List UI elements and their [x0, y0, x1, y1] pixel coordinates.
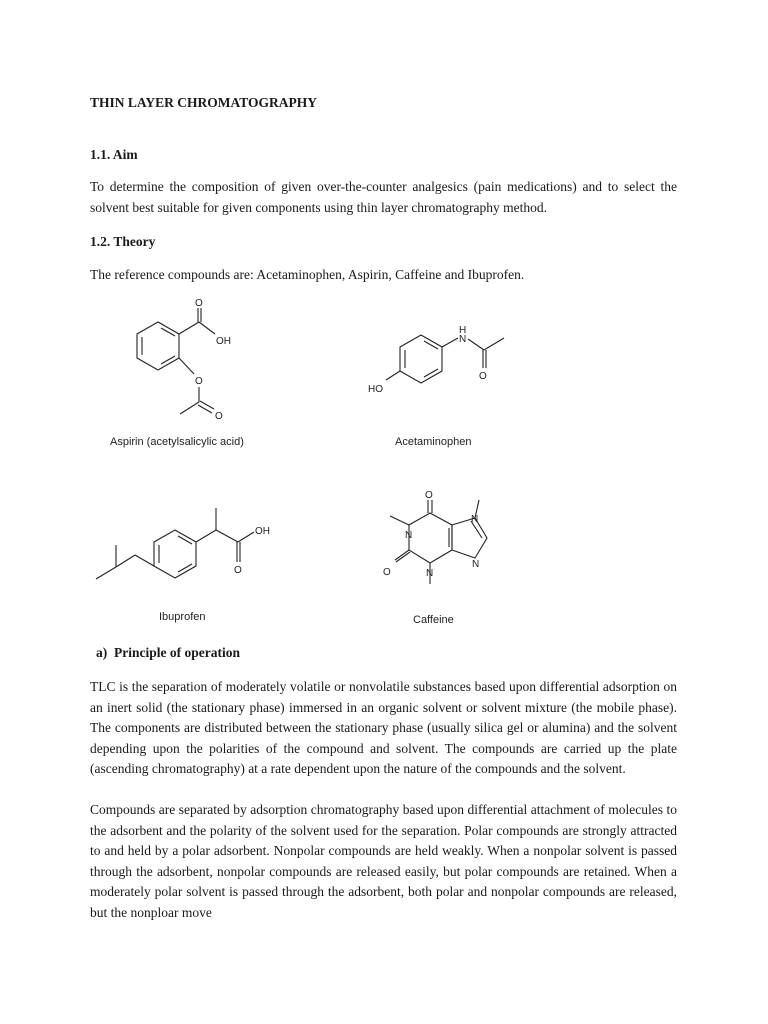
ibuprofen-structure — [90, 500, 290, 585]
caffeine-nitrogen-7: N — [471, 514, 479, 525]
aspirin-caption: Aspirin (acetylsalicylic acid) — [110, 436, 244, 448]
principle-paragraph-2: Compounds are separated by adsorption chromatography based upon differential attachment of molecules to the adsorbent and the polarity of the solvent used for the separation. Polar compounds are strongly attracted to and held by a polar adsorbent. Nonpolar compounds are held weakly. When a nonpolar solvent is passed through the adsorbent, nonpolar compounds are released easily, but polar compounds are retained. When a moderately polar solvent is passed through the adsorbent, both polar and nonpolar compounds are released, but the nonploar move — [90, 802, 677, 920]
aspirin-oxygen-carbonyl: O — [195, 298, 203, 309]
acetaminophen-nitrogen: N — [459, 334, 467, 345]
caffeine-structure — [380, 488, 510, 603]
ibuprofen-oxygen: O — [234, 565, 242, 576]
aspirin-structure — [120, 292, 250, 427]
acetaminophen-caption: Acetaminophen — [395, 436, 472, 448]
principle-heading: a) Principle of operation — [96, 645, 240, 660]
caffeine-oxygen-top: O — [425, 490, 433, 501]
aspirin-oxygen-ester: O — [195, 376, 203, 387]
theory-paragraph: The reference compounds are: Acetaminophen, Aspirin, Caffeine and Ibuprofen. — [90, 267, 525, 282]
ibuprofen-caption: Ibuprofen — [159, 611, 206, 623]
aim-paragraph: To determine the composition of given over-the-counter analgesics (pain medications) and to select the solvent best suitable for given components using thin layer chromatography method. — [90, 179, 677, 215]
document-title: THIN LAYER CHROMATOGRAPHY — [90, 95, 318, 110]
caffeine-nitrogen-3: N — [426, 568, 434, 579]
caffeine-caption: Caffeine — [413, 614, 454, 626]
acetaminophen-hydrogen: H — [459, 325, 467, 336]
ibuprofen-hydroxyl: OH — [255, 526, 270, 537]
aspirin-oxygen-acetyl: O — [215, 411, 223, 422]
principle-paragraph-1: TLC is the separation of moderately volatile or nonvolatile substances based upon differential adsorption on an inert solid (the stationary phase) immersed in an organic solvent or solvent mixture (the mobile phase). The components are distributed between the stationary phase (usually silica gel or alumina) and the solvent depending upon the polarities of the compound and solvent. The compounds are carried up the plate (ascending chromatography) at a rate dependent upon the nature of the compounds and the solvent. — [90, 679, 677, 776]
caffeine-nitrogen-1: N — [405, 530, 413, 541]
acetaminophen-structure — [364, 320, 514, 400]
aspirin-hydroxyl: OH — [216, 336, 231, 347]
caffeine-nitrogen-9: N — [472, 559, 480, 570]
acetaminophen-oxygen: O — [479, 371, 487, 382]
caffeine-oxygen-left: O — [383, 567, 391, 578]
aim-heading: 1.1. Aim — [90, 147, 138, 162]
theory-heading: 1.2. Theory — [90, 234, 156, 249]
acetaminophen-hydroxyl: HO — [368, 384, 383, 395]
